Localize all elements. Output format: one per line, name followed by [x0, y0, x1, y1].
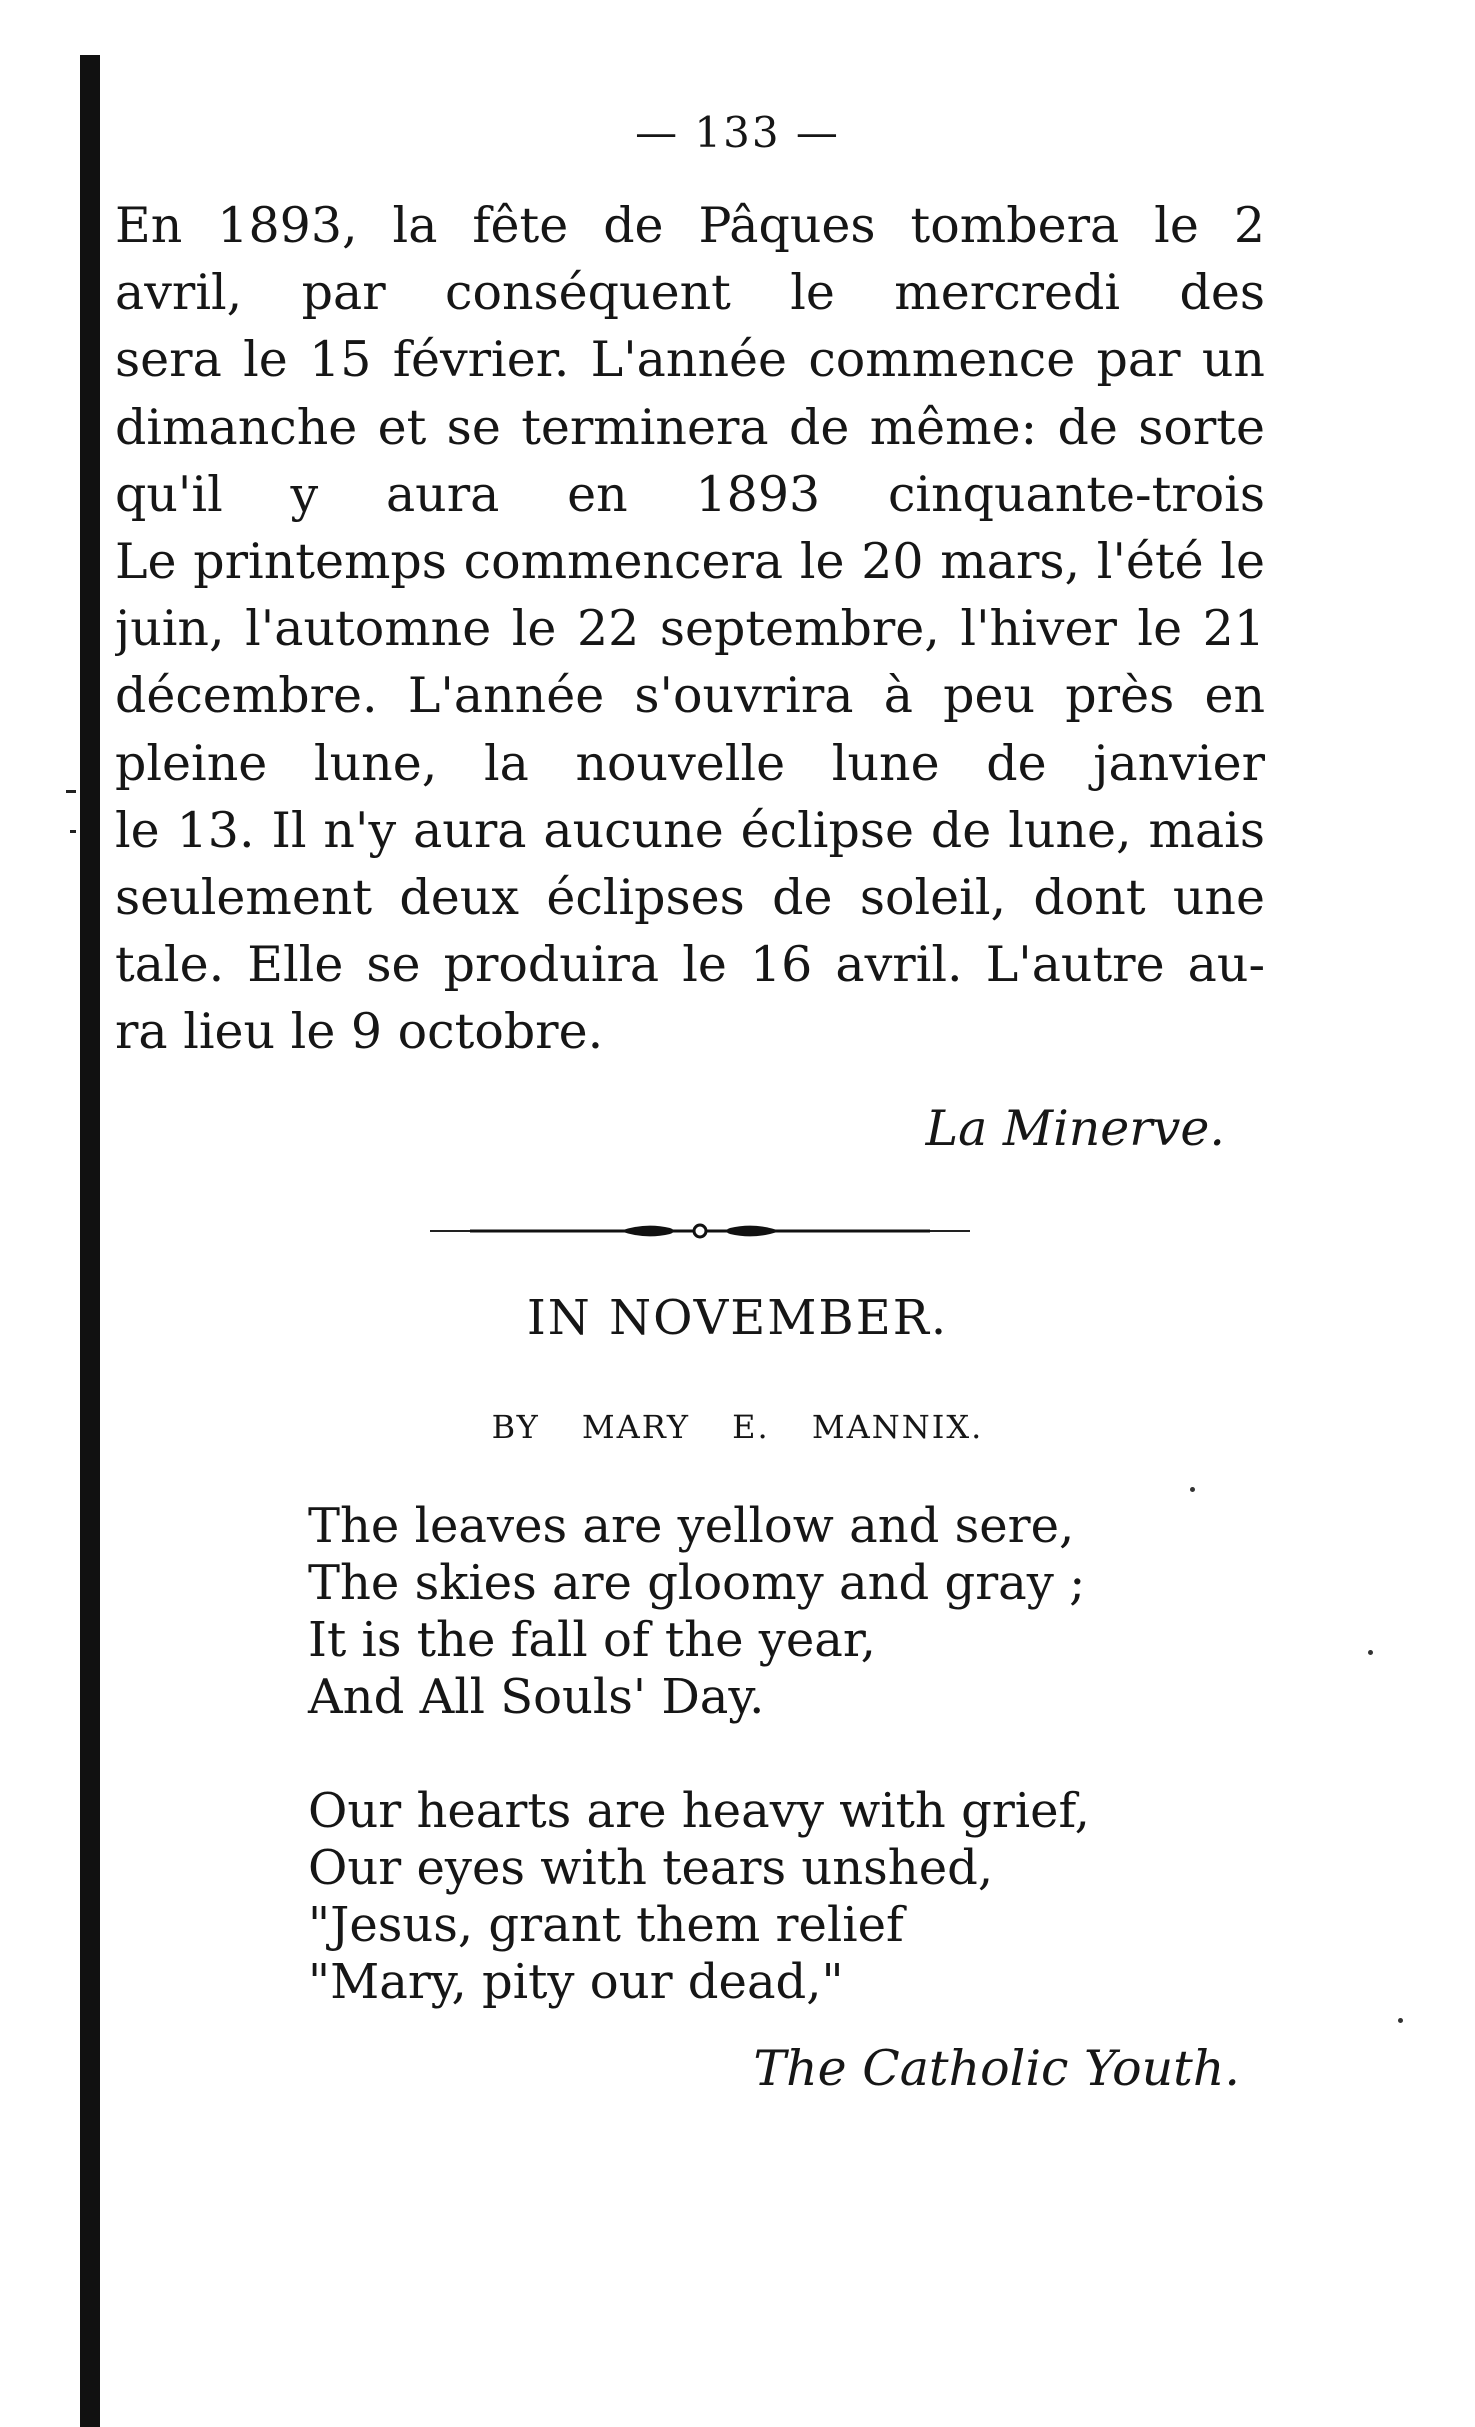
poem-stanza [308, 1783, 1090, 2011]
article-line: seulement deux éclipses de soleil, dont une [115, 868, 1265, 926]
article-line: sera le 15 février. L'année commence par un [115, 331, 1265, 389]
article-line: décembre. L'année s'ouvrira à peu près en [115, 667, 1265, 725]
article-line: qu'il y aura en 1893 cinquante-trois [115, 465, 1265, 523]
article-line: avril, par conséquent le mercredi des [115, 264, 1265, 322]
poem-body [308, 1498, 1090, 2068]
article-line: dimanche et se terminera de même: de sorte [115, 398, 1265, 456]
ornamental-divider [430, 1218, 970, 1244]
binding-mark [70, 830, 76, 833]
poem-verse: It is the fall of the year, [308, 1612, 876, 1668]
poem-verse: "Mary, pity our dead," [308, 1954, 844, 2010]
article-line: Le printemps commencera le 20 mars, l'été le [115, 532, 1265, 590]
poem-verse: The skies are gloomy and gray ; [308, 1555, 1086, 1611]
poem-verse: Our eyes with tears unshed, [308, 1840, 994, 1896]
poem-verse: "Jesus, grant them relief [308, 1897, 904, 1953]
poem-source: The Catholic Youth. [753, 2040, 1240, 2097]
scan-speck [1190, 1487, 1195, 1492]
scan-speck [1368, 1650, 1373, 1655]
article-source: La Minerve. [925, 1100, 1225, 1157]
binding-mark [66, 790, 76, 793]
scan-speck [1398, 2018, 1403, 2023]
binding-edge-rule [80, 55, 100, 2427]
article-line: pleine lune, la nouvelle lune de janvier [115, 734, 1265, 792]
page-number: — 133 — [635, 108, 840, 157]
article-line: ra lieu le 9 octobre. [115, 1003, 604, 1061]
poem-verse: And All Souls' Day. [308, 1669, 765, 1725]
article-line: tale. Elle se produira le 16 avril. L'autre au- [115, 936, 1265, 994]
poem-verse: Our hearts are heavy with grief, [308, 1783, 1090, 1839]
poem-stanza [308, 1498, 1090, 1726]
article-text [115, 192, 1265, 1065]
poem-verse: The leaves are yellow and sere, [308, 1498, 1075, 1554]
poem-title: IN NOVEMBER. [526, 1290, 949, 1346]
article-line: juin, l'automne le 22 septembre, l'hiver le 21 [115, 600, 1265, 658]
article-line: En 1893, la fête de Pâques tombera le 2 [115, 197, 1265, 254]
poem-byline: BY MARY E. MANNIX. [491, 1408, 984, 1446]
article-line: le 13. Il n'y aura aucune éclipse de lune, mais [115, 801, 1265, 859]
